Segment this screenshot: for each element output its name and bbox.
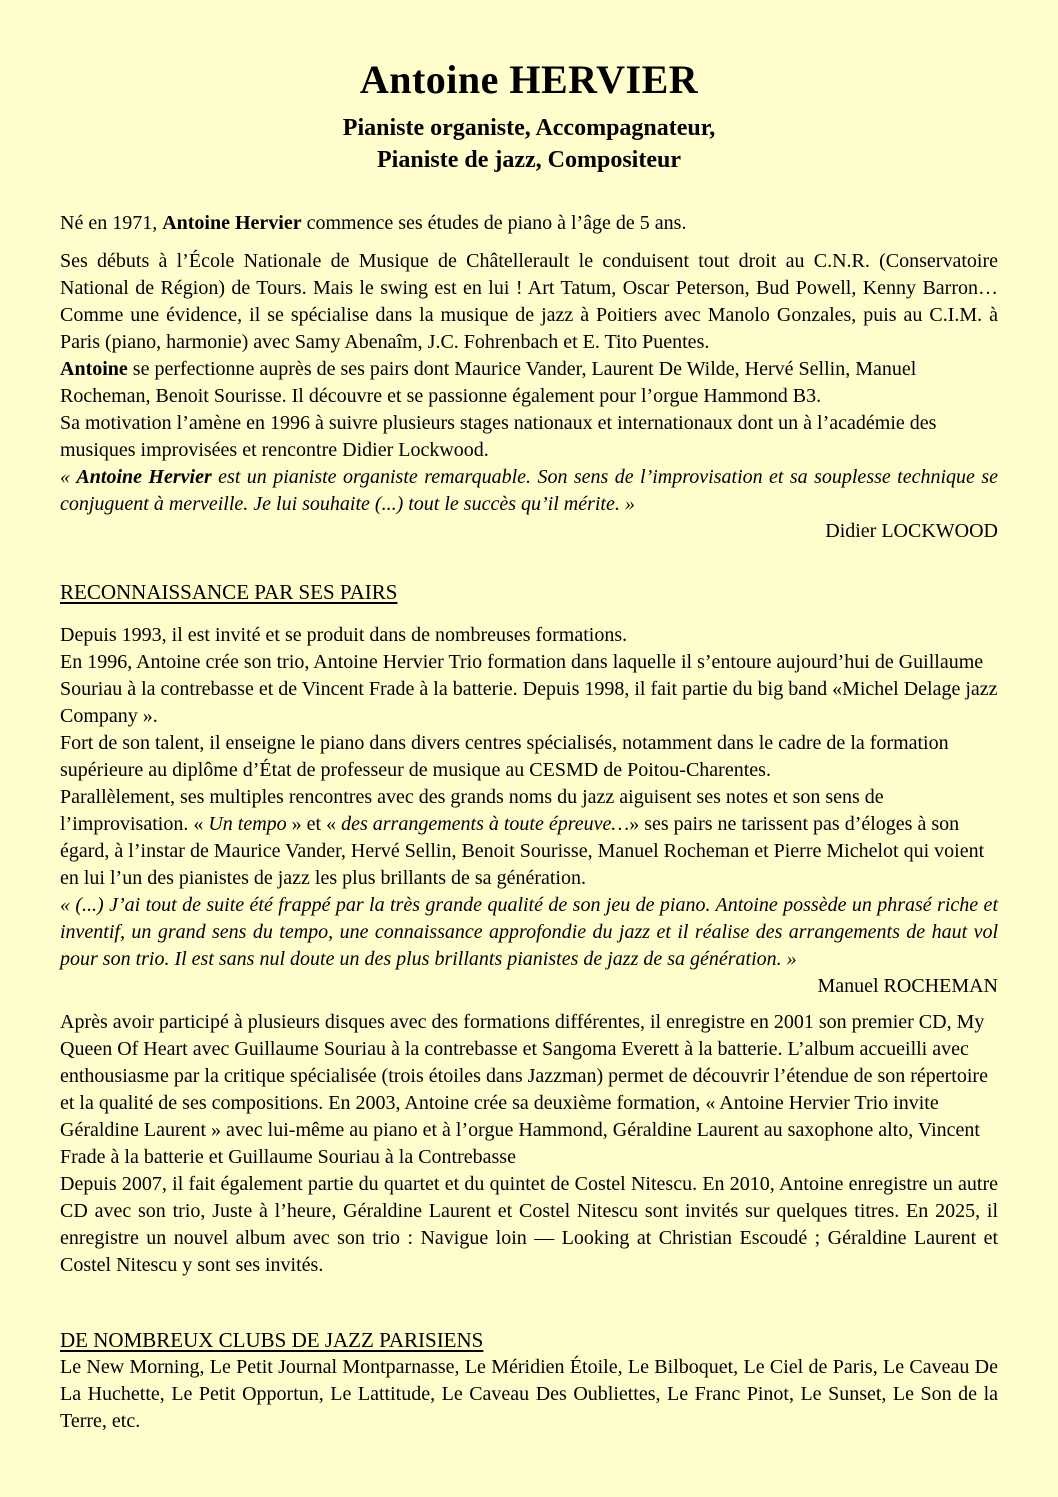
text-run: » et « (286, 813, 342, 835)
text-run: commence ses études de piano à l’âge de 5 ans. (301, 212, 687, 234)
text-run-italic: des arrangements à toute épreuve… (341, 813, 630, 835)
text-run-bold-name: Antoine Hervier (162, 212, 302, 234)
text-run-italic: Un tempo (208, 813, 287, 835)
paragraph-trio-1996: En 1996, Antoine crée son trio, Antoine Hervier Trio formation dans laquelle il s’entoure aujourd’hui de Guillaume Souriau à la contrebasse et de Vincent Frade à la batterie. Depuis 1998, il fait partie du big band «Michel Delage jazz Company ». (60, 651, 998, 727)
text-run: se perfectionne auprès de ses pairs dont Maurice Vander, Laurent De Wilde, Hervé Sellin, Manuel Rocheman, Benoit Sourisse. Il découvre et se passionne également pour l’orgue Hammond B3. (60, 358, 917, 407)
text-run: est un pianiste organiste remarquable. Son sens de l’improvisation et sa souplesse technique se conjuguent à merveille. Je lui souhaite (...) tout le succès qu’il mérite. » (60, 466, 998, 515)
text-run: Né en 1971, (60, 212, 163, 234)
paragraph-motivation: Sa motivation l’amène en 1996 à suivre plusieurs stages nationaux et internationaux dont un à l’académie des musiques improvisées et rencontre Didier Lockwood. (60, 412, 937, 461)
paragraph-clubs-liste: Le New Morning, Le Petit Journal Montparnasse, Le Méridien Étoile, Le Bilboquet, Le Ciel de Paris, Le Caveau De La Huchette, Le Petit Opportun, Le Lattitude, Le Caveau Des Oubliettes, Le Franc Pinot, Le Sunset, Le Son de la Terre, etc. (60, 1356, 998, 1432)
subtitle-line-1: Pianiste organiste, Accompagnateur, (342, 115, 716, 141)
paragraph-discographie: Après avoir participé à plusieurs disques avec des formations différentes, il enregistre en 2001 son premier CD, My Queen Of Heart avec Guillaume Souriau à la contrebasse et Sangoma Everett à la batterie. L’album accueilli avec enthousiasme par la critique spécialisée (trois étoiles dans Jazzman) permet de découvrir l’étendue de son répertoire et la qualité de ses compositions. En 2003, Antoine crée sa deuxième formation, « Antoine Hervier Trio invite Géraldine Laurent » avec lui-même au piano et à l’orgue Hammond, Géraldine Laurent au saxophone alto, Vincent Frade à la batterie et Guillaume Souriau à la Contrebasse (60, 1011, 988, 1168)
subtitle-line-2: Pianiste de jazz, Compositeur (377, 147, 681, 173)
page-subtitle (60, 112, 998, 176)
text-run-bold-name: Antoine (60, 358, 128, 380)
text-run: « (60, 466, 77, 488)
paragraph-quartet-quintet: Depuis 2007, il fait également partie du quartet et du quintet de Costel Nitescu. En 2010, Antoine enregistre un autre CD avec son trio, Juste à l’heure, Géraldine Laurent et Costel Nitescu sont invités sur quelques titres. En 2025, il enregistre un nouvel album avec son trio : Navigue loin — Looking at Christian Escoudé ; Géraldine Laurent et Costel Nitescu y sont ses invités. (60, 1173, 998, 1276)
text-run: Parallèlement, ses multiples rencontres avec des grands noms du jazz aiguisent ses notes et son sens de l’improvisation. « (60, 786, 884, 835)
section-heading-reconnaissance: RECONNAISSANCE PAR SES PAIRS (60, 580, 398, 604)
text-run: » ses pairs ne tarissent pas d’éloges à son égard, à l’instar de Maurice Vander, Hervé Sellin, Benoit Sourisse, Manuel Rocheman et Pierre Michelot qui voient en lui l’un des pianistes de jazz les plus brillants de sa génération. (60, 813, 985, 889)
page-title: Antoine HERVIER (359, 57, 699, 102)
paragraph-debuts: Ses débuts à l’École Nationale de Musique de Châtellerault le conduisent tout droit au C.N.R. (Conservatoire National de Région) de Tours. Mais le swing est en lui ! Art Tatum, Oscar Peterson, Bud Powell, Kenny Barron… Comme une évidence, il se spécialise dans la musique de jazz à Poitiers avec Manolo Gonzales, puis au C.I.M. à Paris (piano, harmonie) avec Samy Abenaîm, J.C. Fohrenbach et E. Tito Puentes. (60, 250, 998, 353)
text-run-bold-name: Antoine Hervier (76, 466, 212, 488)
paragraph-birth (60, 210, 998, 237)
paragraph-rencontres (60, 784, 998, 892)
quote-rocheman: « (...) J’ai tout de suite été frappé par la très grande qualité de son jeu de piano. Antoine possède un phrasé riche et inventif, un grand sens du tempo, une connaissance approfondie du jazz et il réalise des arrangements de haut vol pour son trio. Il est sans nul doute un des plus brillants pianistes de jazz de sa génération. » (60, 894, 998, 970)
quote-author-lockwood: Didier LOCKWOOD (825, 520, 998, 542)
paragraph-depuis-1993: Depuis 1993, il est invité et se produit dans de nombreuses formations. (60, 624, 628, 646)
section-heading-clubs: DE NOMBREUX CLUBS DE JAZZ PARISIENS (60, 1328, 484, 1352)
paragraph-perfectionne (60, 356, 998, 410)
quote-author-rocheman: Manuel ROCHEMAN (817, 975, 998, 997)
quote-lockwood (60, 464, 998, 518)
paragraph-enseignement: Fort de son talent, il enseigne le piano dans divers centres spécialisés, notamment dans le cadre de la formation supérieure au diplôme d’État de professeur de musique au CESMD de Poitou-Charentes. (60, 732, 949, 781)
